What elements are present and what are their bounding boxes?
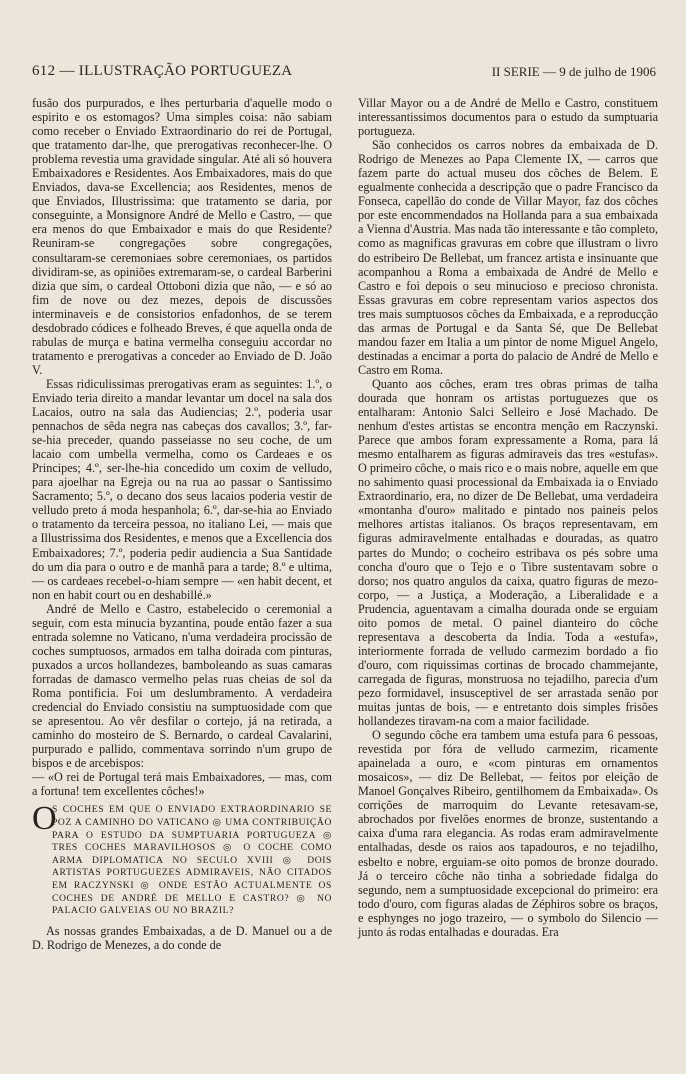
left-column	[32, 96, 332, 952]
right-column	[358, 96, 658, 939]
summary-text: S COCHES EM QUE O ENVIADO EXTRAORDINARIO SE POZ A CAMINHO DO VATICANO ◎ UMA CONTRIBUIÇÃO PARA O ESTUDO DA SUMPTUARIA PORTUGUEZA ◎ TRES COCHES MARAVILHOSOS ◎ O COCHE COMO ARMA DIPLOMATICA NO SECULO XVIII ◎ DOIS ARTISTAS PORTUGUEZES ADMIRAVEIS, NÃO CITADOS EM RACZYNSKI ◎ ONDE ESTÃO ACTUALMENTE OS COCHES DE ANDRÉ DE MELLO E CASTRO? ◎ NO PALACIO GALVEIAS OU NO BRAZIL?	[52, 804, 332, 917]
paragraph: As nossas grandes Embaixadas, a de D. Manuel ou a de D. Rodrigo de Menezes, a do conde de	[32, 923, 332, 952]
paragraph: Essas ridiculissimas prerogativas eram as seguintes: 1.º, o Enviado teria direito a mandar levantar um docel na sala dos Lacaios, outro na sala das Audiencias; 2.º, poderia usar pennachos de sêda negra nas cabeças dos cavallos; 3.º, far-se-hia preceder, quando passeiasse no seu coche, de um lacaio com umbella vermelha, como os Cardeaes e os Principes; 4.º, ser-lhe-hia concedido um coxim de velludo, para ajoelhar na Egreja ou na rua ao passar o Santissimo Sacramento; 5.º, o decano dos seus lacaios poderia vestir de velludo preto á moda hespanhola; 6.º, dar-se-hia ao Enviado o tratamento da terceira pessoa, no italiano Lei, — mais que a Illustrissima dos Residentes, e menos que a Excellencia dos Embaixadores; 7.º, poderia pedir audiencia a Sua Santidade do um dia para o outro e de manhã para a tarde; 8.º e ultima, — os cardeaes recebel-o-hiam sempre — «en habit decent, et non en habit court ou en deshabillé.»	[32, 376, 332, 602]
paragraph: Villar Mayor ou a de André de Mello e Castro, constituem interessantissimos documentos para o estudo da sumptuaria portugueza.	[358, 96, 658, 139]
quotation: — «O rei de Portugal terá mais Embaixadores, — mas, com a fortuna! tem excellentes côches!»	[32, 770, 332, 799]
header-left: 612 — ILLUSTRAÇÃO PORTUGUEZA	[32, 63, 293, 79]
paragraph: André de Mello e Castro, estabelecido o ceremonial a seguir, com esta minucia byzantina, poude então fazer a sua entrada solemne no Vaticano, n'uma verdadeira procissão de coches sumptuosos, armados em talha doirada com pinturas, puxados a urcos hollandezes, bamboleando as suas camaras forradas de damasco vermelho pelas ruas cheias de sol da Roma pontificia. Foi um deslumbramento. A verdadeira credencial do Enviado consistiu na sumptuosidade com que se apresentou. Ao vêr desfilar o cortejo, já na retirada, a caminho do mosteiro de S. Bernardo, o cardeal Cavalarini, purpurado e pallido, commentava sorrindo n'um grupo de bispos e de arcebispos:	[32, 601, 332, 771]
header-right: II SERIE — 9 de julho de 1906	[491, 64, 656, 79]
paragraph: fusão dos purpurados, e lhes perturbaria d'aquelle modo o espirito e os estomagos? Uma simples coisa: não sabiam como receber o Enviado Extraordinario do rei de Portugal, que tratamento dar-lhe, que prerogativas reconhecer-lhe. O problema revestia uma gravidade singular. Até ali só houvera Embaixadores e Residentes. Aos Embaixadores, mais do que Enviados, dava-se Excellencia; aos Residentes, menos de que Enviados, Illustrissima: que tratamento se daria, por conseguinte, a Monsignore André de Mello e Castro, — que era menos do que Embaixador e mais do que Residente? Reuniram-se congregações sobre congregações, consultaram-se ceremoniaes sobre ceremoniaes, os partidos dividiram-se, as opiniões extremaram-se, o cardeal Barberini dizia que sim, o cardeal Ottoboni dizia que não, — e só ao fim de nove ou dez mezes, depois de discussões interminaveis e de consistorios enfadonhos, de se terem desdobrado códices e folheado Breves, é que aquella onda de rabulas de murça e batina vermelha conseguiu accordar no tratamento e prerogativas a conceder ao Enviado de D. João V.	[32, 96, 332, 377]
drop-cap: O	[32, 800, 58, 838]
section-summary	[32, 800, 332, 917]
paragraph: Quanto aos côches, eram tres obras primas de talha dourada que honram os artistas portuguezes que os entalharam: Antonio Salci Selleiro e José Machado. De nenhum d'estes artistas se encontra menção em Raczynski. Parece que ambos foram expressamente a Roma, para lá mesmo entalharem as figuras admiraveis das tres «estufas». O primeiro côche, o mais rico e o mais nobre, aquelle em que no sahimento quasi processional da Embaixada ia o Enviado Extraordinario, era, no dizer de De Bellebat, uma verdadeira «montanha d'ouro» malitado e pintado nos paineis pelos melhores artistas italianos. Os braços representavam, em figuras admiravelmente entalhadas e douradas, as quatro partes do Mundo; o cocheiro estribava os pés sobre uma concha d'ouro que o Tejo e o Tibre sustentavam sobre o dorso; nos quatro angulos da caixa, quatro figuras de mezo-corpo, — a Justiça, a Moderação, a Liberalidade e a Prudencia, aguentavam a cimalha dourada onde se erguiam oito pomos de metal. O painel dianteiro do côche representava a descoberta da India. Toda a «estufa», interiormente forrada de velludo carmezim bordado a fio d'ouro, com riquissimas cortinas de brocado chammejante, carregada de figuras, monstruosa no tejadilho, parecia d'um pezo formidavel, insusceptivel de ser arrastada senão por muitas juntas de bois, — e entretanto dois simples frisões hollandezes tiravam-na com a maior facilidade.	[358, 376, 658, 729]
paragraph: O segundo côche era tambem uma estufa para 6 pessoas, revestida por fóra de velludo carmezim, ricamente apainelada a ouro, e «com pinturas em ornamentos mosaicos», — diz De Bellebat, — feitos por eleição de Manoel Gonçalves Ribeiro, gentilhomem da Embaixada». Os corrições de marroquim do Levante retesavam-se, abrochados por fivelões enormes de bronze, sustentando a caixa d'uma rara elegancia. As rodas eram admiravelmente entalhadas, desde os raios aos tapadouros, e no tejadilho, esbelto e nobre, erguiam-se oito pomos de bronze dourado. Já o terceiro côche não tinha a sobriedade fidalga do segundo, nem a sumptuosidade excepcional do primeiro: era todo d'ouro, com figuras aladas de Zéphiros sobre os braços, e esphynges no jogo trazeiro, — o symbolo do Silencio — junto ás rodas entalhadas e douradas. Era	[358, 728, 658, 939]
page-header	[32, 63, 656, 85]
paragraph: São conhecidos os carros nobres da embaixada de D. Rodrigo de Menezes ao Papa Clemente IX, — carros que fazem parte do actual museu dos côches de Belem. E egualmente conhecida a descripção que o padre Francisco da Fonseca, capellão do conde de Villar Mayor, faz dos côches por este encommendados na Hollanda para a sua embaixada a Vienna d'Austria. Mas nada tão interessante e tão completo, como as magnificas gravuras em cobre que illustram o livro do estribeiro De Bellebat, um francez artista e insinuante que acompanhou a Roma a embaixada de André de Mello e Castro e foi depois o seu minucioso e precioso chronista. Essas gravuras em cobre representam varios aspectos dos tres mais sumptuosos côches da Embaixada, e a reproducção das armas de Portugal e da Santa Sé, que De Bellebat mandou fazer em Italia a um pintor de nome Miguel Angelo, destinadas a encimar a porta do palacio de André de Mello e Castro em Roma.	[358, 138, 658, 377]
